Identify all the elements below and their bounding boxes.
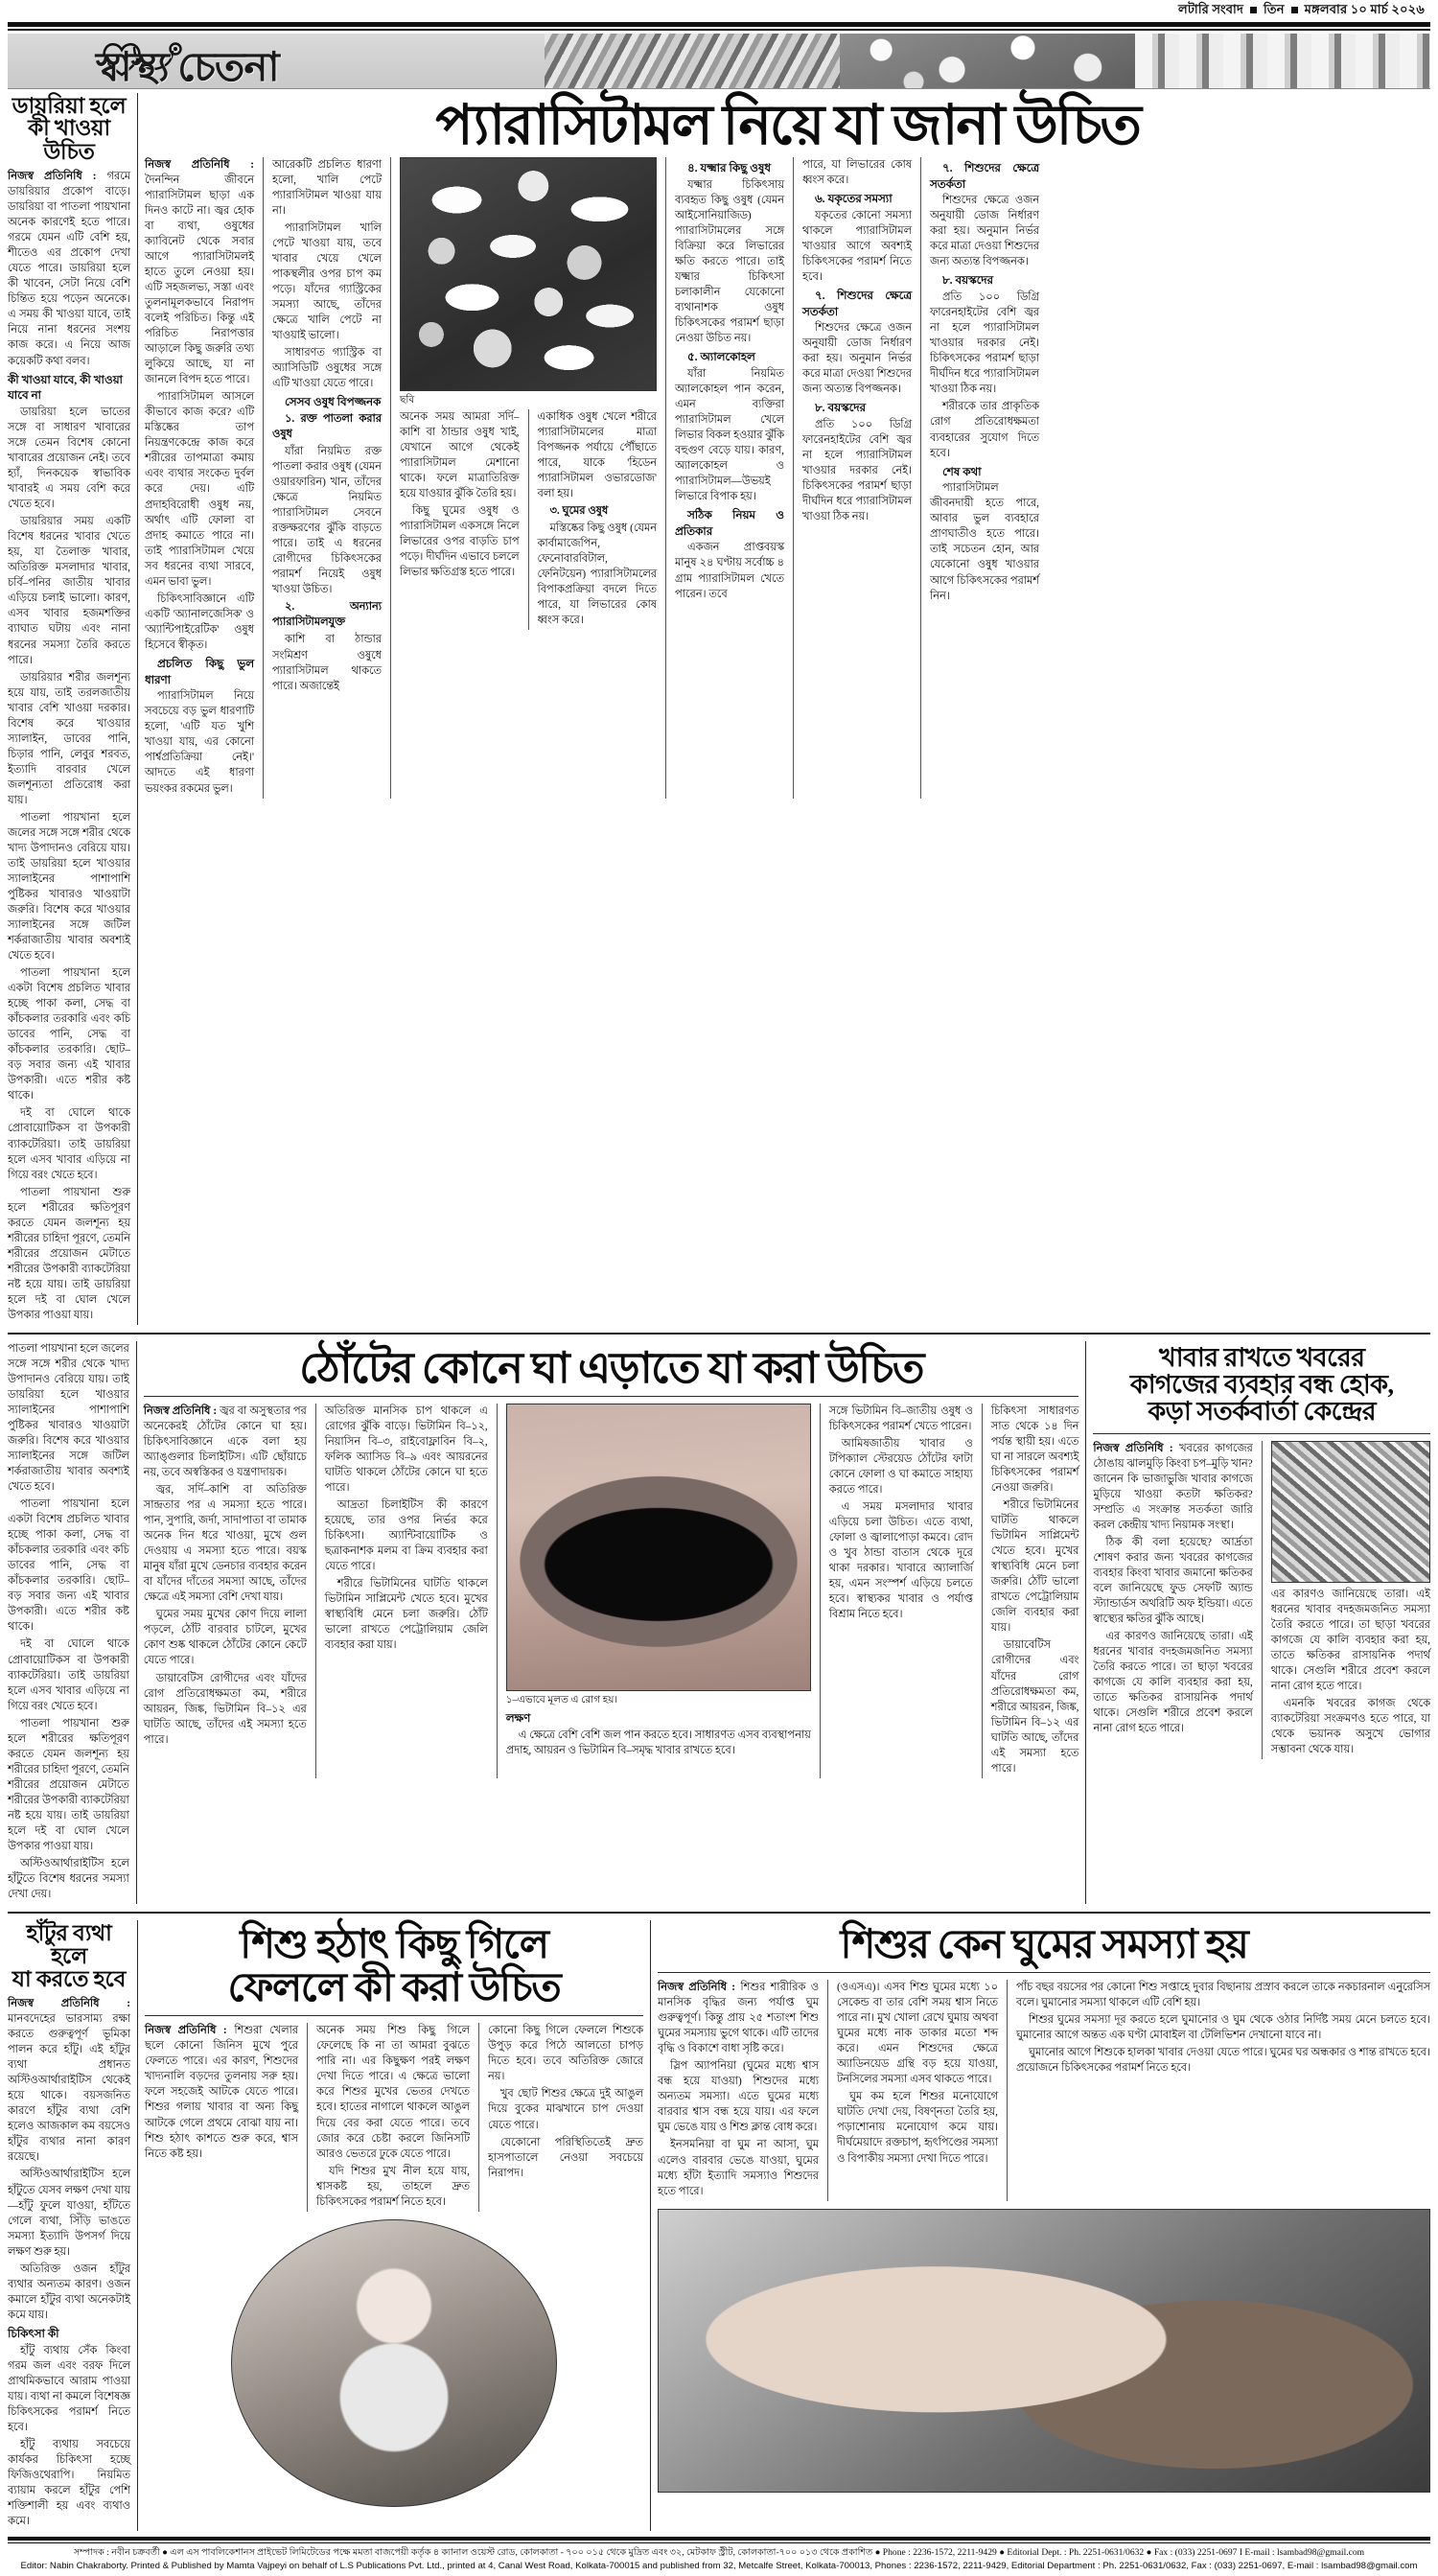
- knee-headline-line1: হাঁটুর ব্যথা হলে: [26, 1921, 112, 1969]
- masthead-page-number: তিন: [1264, 1, 1285, 16]
- knee-byline: নিজস্ব প্রতিনিধি :: [8, 1998, 130, 2010]
- paracetamol-c4-p3: একজন প্রাপ্তবয়স্ক মানুষ ২৪ ঘণ্টায় সর্বোচ্চ ৪ গ্রাম প্যারাসিটামল খেতে পারেন। তবে: [675, 542, 784, 600]
- swallow-col-1: [145, 2023, 298, 2211]
- article-newspaper-food: [1093, 1341, 1430, 1904]
- food-headline-line1: খাবার রাখতে খবরের: [1158, 1342, 1365, 1372]
- swallow-c2-p2: যদি শিশুর মুখ নীল হয়ে যায়, শ্বাসকষ্ট হয়, তাহলে দ্রুত চিকিৎসকের পরামর্শ নিতে হবে।: [316, 2165, 470, 2208]
- paracetamol-c2-item-1: ১. রক্ত পাতলা করার ওষুধ: [272, 413, 382, 441]
- paracetamol-c2-p3: সাধারণত গ্যাস্ট্রিক বা অ্যাসিডিটি ওষুধের সঙ্গে এটি খাওয়া যেতে পারে।: [272, 347, 382, 390]
- paracetamol-c1-p2: প্যারাসিটামল আসলে কীভাবে কাজ করে? এটি মস্তিষ্কের তাপ নিয়ন্ত্রণকেন্দ্রে কাজ করে শরীরের তাপমাত্রা কমায় এবং ব্যথার সংকেত দুর্বল করে দেয়। এটি প্রদাহবিরোধী ওষুধ নয়, অর্থাৎ এটি ফোলা বা প্রদাহ কমাতে পারে না। তাই প্যারাসিটামল খেয়ে সব ধরনের ব্যথা সারবে, এমন ভাবা ভুল।: [145, 391, 254, 588]
- article-paracetamol: [145, 93, 1430, 1325]
- article-diarrhea: [8, 93, 130, 1325]
- paracetamol-c1-subhead: প্রচলিত কিছু ভুল ধারণা: [145, 656, 254, 686]
- lip-c1-p3: ঘুমের সময় মুখের কোণ দিয়ে লালা পড়লে, ঠোঁট বারবার চাটলে, মুখের কোণ শুষ্ক থাকলে ঠোঁটের কোনে কেটে যেতে পারে।: [143, 1609, 307, 1667]
- middle-section: [8, 1341, 1430, 1904]
- paracetamol-c3-p1: অনেক সময় আমরা সর্দি–কাশি বা ঠান্ডার ওষুধ খাই, যেখানে আগে থেকেই প্যারাসিটামল মেশানো থাকে। ফলে মাত্রাতিরিক্ত হয়ে যাওয়ার ঝুঁকি তৈরি হয়।: [400, 411, 520, 500]
- diarrhea-continued: [8, 1341, 129, 1902]
- paracetamol-c3-p4: মস্তিষ্কের কিছু ওষুধ (যেমন কার্বামাজেপিন, ফেনোবারবিটাল, ফেনিটয়েন) প্যারাসিটামলের বিপাকপ্রক্রিয়া বদলে দিতে পারে, যা লিভারের কোষ ধ্বংস করে।: [537, 522, 657, 627]
- knee-p1: মানবদেহের ভারসাম্য রক্ষা করতে গুরুত্বপূর্ণ ভূমিকা পালন করে হাঁটু। এই হাঁটুর ব্যথা প্রধানত অস্টিওআর্থারাইটিস থেকেই হয়ে থাকে। বয়সজনিত কারণে হাঁটুর ব্যথা বেশি হলেও আজকাল কম বয়সেও হাঁটুর ব্যথার নানা কারণ রয়েছে।: [8, 2013, 130, 2164]
- section-banner: [8, 34, 1430, 89]
- left-rail-middle: [8, 1341, 129, 1904]
- paracetamol-c4-p1: যক্ষ্মার চিকিৎসায় ব্যবহৃত কিছু ওষুধ (যেমন আইসোনিয়াজিড) প্যারাসিটামলের সঙ্গে বিক্রিয়া করে লিভারের ক্ষতি করতে পারে। তাই যক্ষ্মার চিকিৎসা চলাকালীন যেকোনো ব্যথানাশক ওষুধ চিকিৎসকের পরামর্শ ছাড়া নেওয়া উচিত নয়।: [675, 178, 784, 344]
- lip-sores-photo-block: [506, 1404, 811, 1778]
- diarrhea-p4: ডায়রিয়ার শরীর জলশূন্য হয়ে যায়, তাই তরলজাতীয় খাবার বেশি খাওয়া দরকার। বিশেষ করে খাওয়ার স্যালাইন, ডাবের পানি, চিড়ার পানি, লেবুর শরবত, ইত্যাদি বারবার খেলে জলশূন্যতা প্রতিরোধ করা যায়।: [8, 671, 130, 806]
- paracetamol-c5-p3: প্রতি ১০০ ডিগ্রি ফারেনহাইটের বেশি জ্বর না হলে প্যারাসিটামল খাওয়ার দরকার নেই। চিকিৎসকের পরামর্শ ছাড়া দীর্ঘদিন ধরে প্যারাসিটামল খাওয়া ঠিক নয়।: [802, 419, 912, 523]
- lip-sores-col-1: [144, 1404, 307, 1778]
- swallow-c2-p1: অনেক সময় শিশু কিছু গিলে ফেলেছে কি না তা আমরা বুঝতে পারি না। এর কিছুক্ষণ পরই লক্ষণ দেখা দিতে পারে। এ ক্ষেত্রে ভালো করে শিশুর মুখের ভেতর দেখতে হবে। হাতের নাগালে থাকলে আঙুল দিয়ে বের করা যেতে পারে। তবে জোর করে চেষ্টা করলে জিনিসটি আরও ভেতরে ঢুকে যেতে পারে।: [316, 2025, 470, 2160]
- paracetamol-c6-p3: শরীরকে তার প্রাকৃতিক রোগ প্রতিরোধক্ষমতা ব্যবহারের সুযোগ দিতে হবে।: [930, 401, 1039, 459]
- paracetamol-c1-p1: দৈনন্দিন জীবনে প্যারাসিটামল ছাড়া এক দিনও কাটে না। জ্বর হোক বা ব্যথা, ওষুধের ক্যাবিনেট থেকে সবার আগে প্যারাসিটামলই হাতে তুলে নেওয়া হয়। এটি সহজলভ্য, সস্তা এবং তুলনামূলকভাবে নিরাপদ বলেই পরিচিত। কিন্তু এই পরিচিত নিরাপত্তার আড়ালে কিছু জরুরি তথ্য লুকিয়ে আছে, যা না জানলে বিপদ হতে পারে।: [145, 174, 254, 386]
- diarrhea-p6: পাতলা পায়খানা হলে একটা বিশেষ প্রচলিত খাবার হচ্ছে পাকা কলা, সেদ্ধ বা কাঁচকলার তরকারি এবং কচি ডাবের পানি, সেদ্ধ বা কাঁচকলার তরকারি। ছোট–বড় সবার জন্য এই খাবার উপকারী। এতে শরীর কষ্ট থাকে।: [8, 967, 130, 1102]
- paracetamol-c5-subhead-1: ৬. যকৃতের সমস্যা: [815, 191, 893, 205]
- knee-p3: অতিরিক্ত ওজন হাঁটুর ব্যথার অন্যতম কারণ। ওজন কমালে হাঁটুর ব্যথা অনেকটাই কমে যায়।: [8, 2263, 130, 2321]
- masthead-rule-thin: [8, 29, 1430, 31]
- sleep-columns: [658, 1980, 1430, 2200]
- lip-c2-p3: শরীরে ভিটামিনের ঘাটতি থাকলে ভিটামিন সাপ্লিমেন্ট খেতে হবে। মুখের স্বাস্থ্যবিধি মেনে চলা জরুরি। ঠোঁট ভালো রাখতে পেট্রোলিয়াম জেলি ব্যবহার করা যায়।: [324, 1578, 488, 1652]
- paracetamol-col-5: [802, 157, 912, 799]
- knee-headline-line2: যা করতে হবে: [12, 1966, 127, 1991]
- knee-p2: অস্টিওআর্থারাইটিস হলে হাঁটুতে যেসব লক্ষণ দেখা যায়—হাঁটু ফুলে যাওয়া, হাঁটতে গেলে ব্যথা, সিঁড়ি ভাঙতে সমস্যা ইত্যাদি উপসর্গ দিয়ে লক্ষণ শুরু হয়।: [8, 2169, 130, 2258]
- lip-sores-symptom-subhead: লক্ষণ: [505, 1711, 531, 1726]
- lip-c4-p3: ডায়াবেটিস রোগীদের এবং যাঁদের রোগ প্রতিরোধক্ষমতা কম, শরীরে আয়রন, জিঙ্ক, ভিটামিন বি–১২ এর ঘাটতি আছে, তাঁদের এই সমস্যা হতে পারে।: [990, 1639, 1079, 1775]
- food-headline-line2: কাগজের ব্যবহার বন্ধ হোক,: [1129, 1370, 1394, 1400]
- diarrhea-cont-p1: পাতলা পায়খানা হলে জলের সঙ্গে সঙ্গে শরীর থেকে খাদ্য উপাদানও বেরিয়ে যায়। তাই ডায়রিয়া হলে খাওয়ার স্যালাইনের পাশাপাশি পুষ্টিকর খাবারও খাওয়াটা জরুরি। বিশেষ করে খাওয়ার স্যালাইনের সঙ্গে জটিল শর্করাজাতীয় খাবার অবশ্যই খেতে হবে।: [8, 1342, 129, 1494]
- sleep-c3-p2: শিশুর ঘুমের সমস্যা দূর করতে হলে ঘুমানোর ও ঘুম থেকে ওঠার নির্দিষ্ট সময় মেনে চলতে হবে। ঘুমানোর আগে অন্তত এক ঘণ্টা মোবাইল বা টেলিভিশন দেখানো যাবে না।: [1016, 2014, 1430, 2042]
- paracetamol-c6-subhead-1: ৭. শিশুদের ক্ষেত্রে সতর্কতা: [930, 160, 1039, 191]
- paracetamol-c4-subhead-1: ৪. যক্ষ্মার কিছু ওষুধ: [687, 160, 771, 174]
- column-rule: [1085, 1341, 1086, 1904]
- rule: [1093, 1433, 1430, 1434]
- swallow-c3-p2: খুব ছোট শিশুর ক্ষেত্রে দুই আঙুল দিয়ে বুকের মাঝখানে চাপ দেওয়া যেতে পারে।: [488, 2088, 643, 2131]
- paracetamol-c2-subhead: সেসব ওষুধ বিপজ্জনক: [285, 395, 382, 409]
- sleep-headline: শিশুর কেন ঘুমের সমস্যা হয়: [840, 1923, 1248, 1967]
- food-p3: এর কারণও জানিয়েছে তারা। এই ধরনের খাবার বদহজমজনিত সমস্যা তৈরি করতে পারে। তা ছাড়া খবরের কাগজে যে কালি ব্যবহার করা হয়, তাতে ক্ষতিকর রাসায়নিক পদার্থ থাকে। সেগুলি শরীরে প্রবেশ করলে নানা রোগ হতে পারে।: [1093, 1630, 1253, 1735]
- column-rule: [528, 409, 529, 630]
- sleep-c3-p1: পাঁচ বছর বয়সের পর কোনো শিশু সপ্তাহে দুবার বিছানায় প্রস্রাব করলে তাকে নকচারনাল এনুরেসিস বলে। ঘুমানোর সমস্যা থাকলে এটি বেশি হয়।: [1016, 1982, 1430, 2009]
- food-headline-line3: কড়া সতর্কবার্তা কেন্দ্রের: [1148, 1397, 1376, 1427]
- paracetamol-byline: নিজস্ব প্রতিনিধি :: [145, 158, 254, 171]
- diarrhea-cont-p2: পাতলা পায়খানা হলে একটা বিশেষ প্রচলিত খাবার হচ্ছে পাকা কলা, সেদ্ধ বা কাঁচকলার তরকারি এবং কচি ডাবের পানি, সেদ্ধ বা কাঁচকলার তরকারি। ছোট–বড় সবার জন্য এই খাবার উপকারী। এতে শরীর কষ্ট থাকে।: [8, 1498, 129, 1634]
- masthead-paper-name: লটারি সংবাদ: [1177, 1, 1244, 16]
- lip-c1-p2: জ্বর, সর্দি–কাশি বা অতিরিক্ত সান্দ্রতার পর এ সমস্যা হতে পারে। পান, সুপারি, জর্দা, সাদাপাতা বা তামাক অনেক দিন ধরে খাওয়া, মুখে গুল দেওয়ায় এ সমস্যা হতে পারে। বয়স্ক মানুষ যাঁরা মুখে ডেনচার ব্যবহার করেন বা যাঁদের দাঁতের সমস্যা আছে, তাঁদের ক্ষেত্রে এই সমস্যা বেশি দেখা যায়।: [143, 1484, 307, 1604]
- swallow-byline: নিজস্ব প্রতিনিধি :: [145, 2025, 227, 2037]
- lip-c3-p3: এ সময় মসলাদার খাবার এড়িয়ে চলা উচিত। এতে ব্যথা, ফোলা ও জ্বালাপোড়া কমবে। রোদ ও খুব ঠান্ডা বাতাস থেকে দূরে থাকা দরকার। খাবারে অ্যালার্জি হয়, এমন সংস্পর্শ এড়িয়ে চলতে হবে। স্বাস্থ্যকর খাবার ও পর্যাপ্ত বিশ্রাম নিতে হবে।: [828, 1501, 973, 1621]
- paracetamol-c2-p1: আরেকটি প্রচলিত ধারণা হলো, খালি পেটে প্যারাসিটামল খাওয়া যায় না।: [272, 158, 382, 217]
- paracetamol-c5-p1: যকৃতের কোনো সমস্যা থাকলে প্যারাসিটামল খাওয়ার আগে অবশ্যই চিকিৎসকের পরামর্শ নিতে হবে।: [802, 209, 912, 283]
- column-rule: [650, 1920, 651, 2531]
- column-rule: [982, 1404, 983, 1778]
- column-rule: [497, 1404, 498, 1778]
- lip-sores-col-4: [991, 1404, 1079, 1778]
- paracetamol-columns: [145, 157, 1430, 799]
- food-p4: এর কারণও জানিয়েছে তারা। এই ধরনের খাবার বদহজমজনিত সমস্যা তৈরি করতে পারে। তা ছাড়া খবরের কাগজে যে কালি ব্যবহার করা হয়, তাতে ক্ষতিকর রাসায়নিক পদার্থ থাকে। সেগুলি শরীরে প্রবেশ করলে নানা রোগ হতে পারে।: [1270, 1588, 1430, 1692]
- column-rule: [793, 157, 794, 799]
- paracetamol-c3-item: ৩. ঘুমের ওষুধ: [549, 505, 609, 518]
- paracetamol-c4-p2: যাঁরা নিয়মিত অ্যালকোহল পান করেন, এমন ব্যক্তিরা প্যারাসিটামল খেলে লিভার বিকল হওয়ার ঝুঁকি বহুগুণ বেড়ে যায়। কারণ, অ্যালকোহল ও প্যারাসিটামল—উভয়ই লিভারে বিপাক হয়।: [675, 367, 784, 502]
- lip-c4-p1: চিকিৎসা সাধারণত সাত থেকে ১৪ দিন পর্যন্ত স্থায়ী হয়। এতে ঘা না সারলে অবশ্যই চিকিৎসকের পরামর্শ নেওয়া জরুরি।: [990, 1404, 1079, 1495]
- column-rule: [1007, 1980, 1008, 2200]
- paracetamol-headline: প্যারাসিটামল নিয়ে যা জানা উচিত: [435, 94, 1140, 156]
- paracetamol-c2-p4: যাঁরা নিয়মিত রক্ত পাতলা করার ওষুধ (যেমন ওয়ারফারিন) খান, তাঁদের ক্ষেত্রে নিয়মিত প্যারাসিটামল সেবনে রক্তক্ষরণের ঝুঁকি বাড়তে পারে। তাই এ ধরনের রোগীদের চিকিৎসকের পরামর্শ নিয়েই ওষুধ খাওয়া উচিত।: [272, 446, 382, 596]
- diarrhea-headline-line2: কী খাওয়া উচিত: [28, 116, 110, 164]
- article-knee-pain: [8, 1920, 130, 2531]
- separator-square-icon: [1250, 7, 1257, 13]
- rule: [144, 1396, 1079, 1397]
- lip-c3-p2: আমিষজাতীয় খাবার ও টপিক্যাল স্টেরয়েড ঠোঁটের ফাটা কোনে ফোলা ও ঘা কমাতে সাহায্য করতে পারে।: [828, 1438, 973, 1497]
- swallow-c3-p1: কোনো কিছু গিলে ফেললে শিশুকে উপুড় করে পিঠে আলতো চাপড় দিতে হবে। তবে অতিরিক্ত জোরে নয়।: [488, 2025, 643, 2083]
- knee-subhead: চিকিৎসা কী: [8, 2326, 59, 2340]
- separator-square-icon: [1291, 7, 1298, 13]
- paracetamol-c6-subhead-3: শেষ কথা: [942, 464, 982, 478]
- top-section: [8, 93, 1430, 1325]
- section-divider: [8, 1333, 1430, 1334]
- diarrhea-p2: ডায়রিয়া হলে ভাতের সঙ্গে বা সাধারণ খাবারের সঙ্গে তেমন বিশেষ কোনো খাবারের প্রয়োজন নেই। তবে হ্যাঁ, দিনকয়েক স্বাভাবিক খাবারই এ সময় বেশি করে খেতে হবে।: [8, 406, 130, 511]
- swallow-col-3: [488, 2023, 643, 2211]
- sleep-byline: নিজস্ব প্রতিনিধি :: [658, 1982, 736, 1994]
- banner-photo-strip: [545, 34, 1430, 88]
- sleep-c2-p1: (ওএসএ)। এসব শিশু ঘুমের মধ্যে ১০ সেকেন্ড বা তার বেশি সময় শ্বাস নিতে পারে না। মুখ খোলা রেখে ঘুমায় অথবা ঘুমের মধ্যে নাক ডাকার মতো শব্দ করে। এমন শিশুদের ক্ষেত্রে অ্যাডিনয়েড গ্রন্থি বড় হয়ে যাওয়া, টনসিলের সমস্যা এসব থাকতে পারে।: [837, 1982, 998, 2086]
- lip-symptom-p: এ ক্ষেত্রে বেশি বেশি জল পান করতে হবে। সাধারণত এসব ব্যবস্থাপনায় প্রদাহ, আয়রন ও ভিটামিন বি–সমৃদ্ধ খাবার রাখতে হবে।: [505, 1729, 811, 1756]
- swallow-col-2: [316, 2023, 470, 2211]
- article-child-sleep: [658, 1920, 1430, 2531]
- swallow-columns: [145, 2023, 643, 2211]
- sleep-c1-p2: স্লিপ অ্যাপনিয়া (ঘুমের মধ্যে শ্বাস বন্ধ হয়ে যাওয়া) শিশুদের মধ্যে অন্যতম সমস্যা। এতে ঘুমের মধ্যে বারবার শ্বাস বন্ধ হয়ে যায়। এর ফলে ঘুম ভেঙে যায় ও শিশু ক্লান্ত বোধ করে।: [658, 2060, 819, 2134]
- knee-p5: হাঁটু ব্যথায় সবচেয়ে কার্যকর চিকিৎসা হচ্ছে ফিজিওথেরাপি। নিয়মিত ব্যায়াম করলে হাঁটুর পেশি শক্তিশালী হয় এবং ব্যথাও কমে।: [8, 2438, 130, 2527]
- footer-rule-thick: [8, 2537, 1430, 2541]
- lip-sores-columns: [144, 1404, 1079, 1778]
- lip-sores-headline: ঠোঁটের কোনে ঘা এড়াতে যা করা উচিত: [299, 1343, 923, 1392]
- photo-lips-caption: ১–এভাবে মূলত এ রোগ হয়।: [505, 1694, 618, 1706]
- bottom-section: [8, 1920, 1430, 2531]
- paracetamol-col-6: [930, 157, 1039, 799]
- sleep-c1-p3: ইনসমনিয়া বা ঘুম না আসা, ঘুম এলেও বারবার ভেঙে যাওয়া, ঘুমের মধ্যে হাঁটা ইত্যাদি সমস্যাও শিশুদের হতে পারে।: [658, 2139, 819, 2197]
- paracetamol-c1-p4: প্যারাসিটামল নিয়ে সবচেয়ে বড় ভুল ধারণাটি হলো, 'এটি যত খুশি খাওয়া যায়, এর কোনো পার্শ্বপ্রতিক্রিয়া নেই।' আদতে এই ধারণা ভয়ংকর রকমের ভুল।: [145, 690, 254, 795]
- column-rule: [137, 1920, 138, 2531]
- paracetamol-c2-p5: কাশি বা ঠান্ডার সংমিশ্রণ ওষুধে প্যারাসিটামল থাকতে পারে। অজান্তেই: [272, 634, 382, 692]
- diarrhea-headline-line1: ডায়রিয়া হলে: [12, 94, 127, 118]
- lip-c3-p1: সঙ্গে ভিটামিন বি–জাতীয় ওষুধ ও চিকিৎসকের পরামর্শ খেতে পারেন।: [828, 1404, 973, 1432]
- swallow-c1-p1: শিশুরা খেলার ছলে কোনো জিনিস মুখে পুরে ফেলতে পারে। এর কারণ, শিশুদের খাদ্যনালি বড়দের তুলনায় সরু হয়। ফলে সহজেই আটকে যেতে পারে। শিশুর গলায় খাবার বা অন্য কিছু আটকে গেলে প্রথমে বোঝা যায় না। শিশু হঠাৎ কাশতে শুরু করে, শ্বাস নিতে কষ্ট হয়।: [145, 2025, 298, 2160]
- paracetamol-c4-subhead-2: ৫. অ্যালকোহল: [687, 349, 755, 363]
- rule: [658, 1972, 1430, 1973]
- section-divider: [8, 1912, 1430, 1914]
- photo-street-food: [1271, 1441, 1430, 1583]
- paracetamol-c6-p1: শিশুদের ক্ষেত্রে ওজন অনুযায়ী ডোজ নির্ধারণ করা হয়। অনুমান নির্ভর করে মাত্রা দেওয়া শিশুদের জন্য অত্যন্ত বিপজ্জনক।: [930, 195, 1039, 268]
- sleep-c2-p2: ঘুম কম হলে শিশুর মনোযোগে ঘাটতি দেখা দেয়, বিষণ্নতা তৈরি হয়, পড়াশোনায় মনোযোগ কমে যায়। দীর্ঘমেয়াদে রক্তচাপ, হৃৎপিণ্ডের সমস্যা ও বিপাকীয় সমস্যা দেখা দিতে পারে।: [837, 2091, 998, 2165]
- article-lip-sores: [144, 1341, 1079, 1904]
- photo-lips: [506, 1404, 811, 1691]
- column-rule: [307, 2023, 308, 2211]
- paracetamol-col-4: [675, 157, 784, 799]
- paracetamol-c5-p0: পারে, যা লিভারের কোষ ধ্বংস করে।: [802, 158, 912, 186]
- paracetamol-c6-p4: প্যারাসিটামল জীবনদায়ী হতে পারে, আবার ভুল ব্যবহারে প্রাণঘাতীও হতে পারে। তাই সচেতন হোন, আর যেকোনো ওষুধ খাওয়ার আগে চিকিৎসকের পরামর্শ নিন।: [930, 482, 1039, 602]
- diarrhea-body: [8, 169, 130, 1323]
- photo-pills-caption: ছবি: [400, 394, 415, 406]
- masthead-date: মঙ্গলবার ১০ মার্চ ২০২৬: [1304, 1, 1425, 16]
- swallow-c3-p3: যেকোনো পরিস্থিতিতেই দ্রুত হাসপাতালে নেওয়া সবচেয়ে নিরাপদ।: [488, 2136, 643, 2179]
- footer-imprint-english: Editor: Nabin Chakraborty. Printed & Published by Mamta Vajpeyi on behalf of L.S Publications Pvt. Ltd., printed at 4, Canal West Road, Kolkata-700015 and published from 32, Metcalfe Street, Kolkata-700013, Phones : 2236-1572, 2211-9429, Editorial Department : Ph. 2251-0631/0632, Fax : (033) 2251-0697, E-mail : lsambad98@gmail.com: [20, 2560, 1418, 2571]
- diarrhea-subhead-1: কী খাওয়া যাবে, কী খাওয়া যাবে না: [8, 372, 123, 403]
- lip-c1-p1: জ্বর বা অসুস্থতার পর অনেকেরই ঠোঁটের কোনে ঘা হয়। চিকিৎসাবিজ্ঞানে একে বলা হয় অ্যাঙ্গুলার চিলাইটিস। এটি ছোঁয়াচে নয়, তবে অস্বস্তিকর ও যন্ত্রণাদায়ক।: [143, 1404, 307, 1479]
- diarrhea-p3: ডায়রিয়ার সময় একটি বিশেষ ধরনের খাবার খেতে হয়, যা তৈলাক্ত খাবার, অতিরিক্ত মসলাদার খাবার, চর্বি–পনির জাতীয় খাবার এড়িয়ে চলাই ভালো। কারণ, এসব খাবার হজমশক্তির ব্যাঘাত ঘটায় এবং নানা ধরনের সমস্যা তৈরি করতে পারে।: [8, 516, 130, 666]
- diarrhea-p7: দই বা ঘোলে থাকে প্রোবায়োটিকস বা উপকারী ব্যাকটেরিয়া। তাই ডায়রিয়া হলে এসব খাবার এড়িয়ে না গিয়ে বরং খেতে হবে।: [8, 1107, 130, 1181]
- food-p5: এমনকি খবরের কাগজ থেকে ব্যাকটেরিয়া সংক্রমণও হতে পারে, যা থেকে ভয়ানক অসুখে ভোগার সম্ভাবনা থেকে যায়।: [1270, 1697, 1430, 1755]
- column-rule: [1262, 1441, 1263, 1759]
- food-col-1: [1093, 1441, 1252, 1759]
- paracetamol-c5-subhead-3: ৮. বয়স্কদের: [815, 401, 866, 415]
- lip-sores-byline: নিজস্ব প্রতিনিধি :: [143, 1404, 218, 1417]
- banner-photo-pills: [840, 34, 1135, 88]
- paracetamol-c2-p2: প্যারাসিটামল খালি পেটে খাওয়া যায়, তবে খাবার খেয়ে খেলে পাকস্থলীর ওপর চাপ কম পড়ে। যাঁদের গ্যাস্ট্রিকের সমস্যা আছে, তাঁদের ক্ষেত্রে খালি পেটে না খাওয়াই ভালো।: [272, 221, 382, 342]
- paracetamol-c6-subhead-2: ৮. বয়স্কদের: [942, 273, 993, 288]
- paracetamol-c6-p2: প্রতি ১০০ ডিগ্রি ফারেনহাইটের বেশি জ্বর না হলে প্যারাসিটামল খাওয়ার দরকার নেই। চিকিৎসকের পরামর্শ ছাড়া দীর্ঘদিন ধরে প্যারাসিটামল খাওয়া ঠিক নয়।: [930, 291, 1039, 396]
- lip-sores-col-2: [325, 1404, 488, 1778]
- knee-p4: হাঁটু ব্যথায় সেঁক কিংবা গরম জল এবং বরফ দিলে প্রাথমিকভাবে আরাম পাওয়া যায়। ব্যথা না কমলে বিশেষজ্ঞ চিকিৎসকের পরামর্শ নিতে হবে।: [8, 2344, 130, 2433]
- lip-c1-p4: ডায়াবেটিস রোগীদের এবং যাঁদের রোগ প্রতিরোধক্ষমতা কম, শরীরে আয়রন, জিঙ্ক, ভিটামিন বি–১২ এর ঘাটতি আছে, তাঁদের এই সমস্যা হতে পারে।: [143, 1672, 307, 1746]
- diarrhea-cont-p5: অস্টিওআর্থারাইটিস হলে হাঁটুতে বিশেষ ধরনের সমস্যা দেখা দেয়।: [8, 1857, 129, 1900]
- paracetamol-col-2: [272, 157, 382, 799]
- sleep-col-3: [1016, 1980, 1430, 2200]
- column-rule: [665, 157, 666, 799]
- knee-body: [8, 1996, 130, 2529]
- paracetamol-c1-p3: চিকিৎসাবিজ্ঞানে এটি একটি 'অ্যানালজেসিক' ও 'অ্যান্টিপাইরেটিক' ওষুধ হিসেবে স্বীকৃত।: [145, 592, 254, 651]
- banner-title: স্বাস্থ্য চেতনা: [96, 46, 279, 89]
- photo-sleeping-child: [658, 2209, 1430, 2493]
- food-p1: খবরের কাগজের ঠোঙায় ঝালমুড়ি কিংবা চপ–মুড়ি খান? জানেন কি ভাজাভুজি খাবার কাগজে মুড়িয়ে খাওয়া কতটা ক্ষতিকর? সম্প্রতি এ সংক্রান্ত সতর্কতা জারি করল কেন্দ্রীয় খাদ্য নিয়ামক সংস্থা।: [1093, 1442, 1253, 1531]
- column-rule: [478, 2023, 479, 2211]
- column-rule: [137, 93, 138, 1325]
- diarrhea-cont-p3: দই বা ঘোলে থাকে প্রোবায়োটিকস বা উপকারী ব্যাকটেরিয়া। তাই ডায়রিয়া হলে এসব খাবার এড়িয়ে না গিয়ে বরং খেতে হবে।: [8, 1638, 129, 1712]
- sleep-col-2: [837, 1980, 998, 2200]
- diarrhea-p8: পাতলা পায়খানা শুরু হলে শরীরের ক্ষতিপূরণ করতে যেমন জলশূন্য হয় শরীরের চাহিদা পূরণে, তেমনি শরীরের প্রয়োজন মেটাতে শরীরের উপকারী ব্যাকটেরিয়া নষ্ট হয়ে যায়। তাই ডায়রিয়া হলে দই বা ঘোল খেলে উপকার পাওয়া যায়।: [8, 1186, 130, 1321]
- diarrhea-byline: নিজস্ব প্রতিনিধি :: [8, 171, 97, 183]
- paracetamol-c3-p3: একাধিক ওষুধ খেলে শরীরে প্যারাসিটামলের মাত্রা বিপজ্জনক পর্যায়ে পৌঁছাতে পারে, যাকে 'হিডেন প্যারাসিটামল ওভারডোজ' বলা হয়।: [537, 411, 657, 500]
- column-rule: [315, 1404, 316, 1778]
- food-col-2: [1271, 1441, 1430, 1759]
- paracetamol-col-3: [400, 157, 657, 799]
- paracetamol-c3-p2: কিছু ঘুমের ওষুধ ও প্যারাসিটামল একসঙ্গে নিলে লিভারের ওপর বাড়তি চাপ পড়ে। দীর্ঘদিন এভাবে চললে লিভার ক্ষতিগ্রস্ত হতে পারে।: [400, 505, 520, 579]
- banner-photo-vegetables: [545, 34, 840, 88]
- paracetamol-c2-item-2: ২. অন্যান্য প্যারাসিটামলযুক্ত: [272, 601, 382, 629]
- column-rule: [390, 157, 391, 799]
- masthead-line: [8, 0, 1430, 21]
- food-p2: ঠিক কী বলা হয়েছে? আর্দ্রতা শোষণ করার জন্য খবরের কাগজের ব্যবহার কিংবা খাবার জমানো ক্ষতিকর বলে জানিয়েছে ফুড সেফটি অ্যান্ড স্ট্যান্ডার্ডস অথরিটি অফ ইন্ডিয়া। এতে স্বাস্থ্যের ক্ষতির ঝুঁকি আছে।: [1093, 1536, 1253, 1625]
- banner-photo-yoga: [1135, 34, 1430, 88]
- photo-pills: [400, 157, 657, 391]
- column-rule: [263, 157, 264, 799]
- lip-c2-p1: অতিরিক্ত মানসিক চাপ থাকলে এ রোগের ঝুঁকি বাড়ে। ভিটামিন বি–১২, নিয়াসিন বি–৩, রাইবোফ্লাবিন বি–২, ফলিক অ্যাসিড বি–৯ এবং আয়রনের ঘাটতি থাকলে ঠোঁটের কোনে ঘা হতে পারে।: [324, 1404, 488, 1495]
- diarrhea-cont-p4: পাতলা পায়খানা শুরু হলে শরীরের ক্ষতিপূরণ করতে যেমন জলশূন্য হয় শরীরের চাহিদা পূরণে, তেমনি শরীরের প্রয়োজন মেটাতে শরীরের উপকারী ব্যাকটেরিয়া নষ্ট হয়ে যায়। তাই ডায়রিয়া হলে দই বা ঘোল খেলে উপকার পাওয়া যায়।: [8, 1717, 129, 1852]
- food-byline: নিজস্ব প্রতিনিধি :: [1093, 1442, 1173, 1454]
- sleep-col-1: [658, 1980, 819, 2200]
- article-child-swallowing: [145, 1920, 643, 2531]
- column-rule: [827, 1980, 828, 2200]
- paracetamol-c5-p2: শিশুদের ক্ষেত্রে ওজন অনুযায়ী ডোজ নির্ধারণ করা হয়। অনুমান নির্ভর করে মাত্রা দেওয়া শিশুদের জন্য অত্যন্ত বিপজ্জনক।: [802, 322, 912, 396]
- lip-c4-p2: শরীরে ভিটামিনের ঘাটতি থাকলে ভিটামিন সাপ্লিমেন্ট খেতে হবে। মুখের স্বাস্থ্যবিধি মেনে চলা জরুরি। ঠোঁট ভালো রাখতে পেট্রোলিয়াম জেলি ব্যবহার করা যায়।: [990, 1499, 1079, 1635]
- masthead-rule-thick: [8, 22, 1430, 27]
- paracetamol-c5-subhead-2: ৭. শিশুদের ক্ষেত্রে সতর্কতা: [802, 288, 912, 318]
- lip-sores-col-3: [829, 1404, 973, 1778]
- lip-c2-p2: আদ্রতা চিলাইটিস কী কারণে হয়েছে, তার ওপর নির্ভর করে চিকিৎসা। অ্যান্টিবায়োটিক ও ছত্রাকনাশক মলম বা ক্রিম ব্যবহার করা যেতে পারে।: [324, 1499, 488, 1573]
- column-rule: [920, 157, 921, 799]
- diarrhea-p1: গরমে ডায়রিয়ার প্রকোপ বাড়ে। ডায়রিয়া বা পাতলা পায়খানা অনেক কারণেই হতে পারে। গরমে যেমন এটি বেশি হয়, শীতেও এর প্রকোপ দেখা যেতে পারে। ডায়রিয়া হলে কী খাবেন, সেটা নিয়ে বেশি চিন্তিত হয়ে পড়েন অনেকে। এ সময় কী খাওয়া যাবে, তাই নিয়ে নানা ধরনের সংশয় কাজ করে। এ নিয়ে আজ কয়েকটি কথা বলব।: [8, 171, 131, 367]
- paracetamol-c4-subhead-3: সঠিক নিয়ম ও প্রতিকার: [675, 507, 784, 538]
- diarrhea-p5: পাতলা পায়খানা হলে জলের সঙ্গে সঙ্গে শরীর থেকে খাদ্য উপাদানও বেরিয়ে যায়। তাই ডায়রিয়া হলে খাওয়ার স্যালাইনের পাশাপাশি পুষ্টিকর খাবারও খাওয়াটা জরুরি। বিশেষ করে খাওয়ার স্যালাইনের সঙ্গে জটিল শর্করাজাতীয় খাবার অবশ্যই খেতে হবে।: [8, 811, 130, 963]
- sleep-c3-p3: ঘুমানোর আগে শিশুকে হালকা খাবার দেওয়া যেতে পারে। ঘুমের ঘর অন্ধকার ও শান্ত রাখতে হবে। প্রয়োজনে চিকিৎসকের পরামর্শ নিতে হবে।: [1016, 2047, 1430, 2075]
- footer-imprint-bengali: সম্পাদক : নবীন চক্রবর্তী ● এল এস পাবলিকেশানস প্রাইভেট লিমিটেডের পক্ষে মমতা বাজপেয়ী কর্তৃক ৪ ক্যানাল ওয়েস্ট রোড, কোলকাতা - ৭০০ ০১৫ থেকে মুদ্রিত এবং ৩২, মেটকাফ স্ট্রীট, কোলকাতা-৭০০ ০১৩ থেকে প্রকাশিত ● Phone : 2236-1572, 2211-9429 ● Editorial Dept. : Ph. 2251-0631/0632 ● Fax : (033) 2251-0697 I E-mail : lsambad98@gmail.com: [73, 2546, 1365, 2558]
- paracetamol-col-1: [145, 157, 254, 799]
- photo-baby: [231, 2219, 557, 2507]
- rule: [145, 2015, 643, 2016]
- column-rule: [820, 1404, 821, 1778]
- column-rule: [136, 1341, 137, 1904]
- swallow-headline-line1: শিশু হঠাৎ কিছু গিলে: [240, 1923, 548, 1967]
- sleep-c1-p1: শিশুর শারীরিক ও মানসিক বৃদ্ধির জন্য পর্যাপ্ত ঘুম গুরুত্বপূর্ণ। কিন্তু প্রায় ২৫ শতাংশ শিশু ঘুমের সমস্যায় ভুগে থাকে। এটি তাদের বৃদ্ধি ও বিকাশে বাধা সৃষ্টি করে।: [658, 1982, 820, 2055]
- swallow-headline-line2: ফেললে কী করা উচিত: [227, 1966, 561, 2011]
